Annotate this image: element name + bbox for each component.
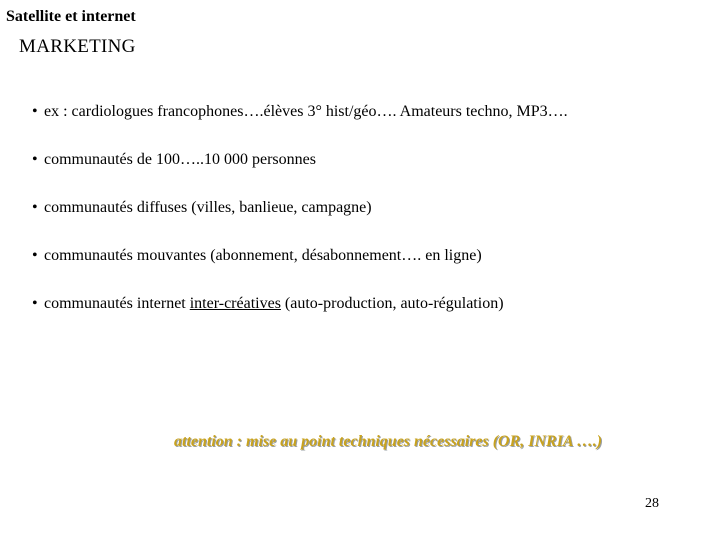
slide-title: MARKETING xyxy=(19,36,136,57)
bullet-text: ex : cardiologues francophones….élèves 3° hist/géo…. Amateurs techno, MP3…. xyxy=(44,103,568,120)
underlined-term: inter-créatives xyxy=(189,295,281,312)
bullet-text: communautés mouvantes (abonnement, désabonnement…. en ligne) xyxy=(44,247,482,264)
bullet-dot: • xyxy=(32,103,38,120)
bullet-item xyxy=(32,103,568,151)
page-number: 28 xyxy=(645,496,659,511)
bullet-text-before: communautés internet xyxy=(44,295,190,312)
bullet-text-after: (auto-production, auto-régulation) xyxy=(280,295,504,312)
bullet-list xyxy=(32,103,568,343)
bullet-dot: • xyxy=(32,199,38,216)
bullet-dot: • xyxy=(32,295,38,312)
bullet-item xyxy=(32,247,568,295)
bullet-item xyxy=(32,151,568,199)
header-title: Satellite et internet xyxy=(6,8,136,25)
bullet-item xyxy=(32,295,568,343)
bullet-dot: • xyxy=(32,247,38,264)
bullet-text: communautés diffuses (villes, banlieue, campagne) xyxy=(44,199,372,216)
bullet-dot: • xyxy=(32,151,38,168)
bullet-text: communautés de 100…..10 000 personnes xyxy=(44,151,316,168)
attention-note: attention : mise au point techniques nécessaires (OR, INRIA ….) xyxy=(174,433,603,450)
bullet-item xyxy=(32,199,568,247)
